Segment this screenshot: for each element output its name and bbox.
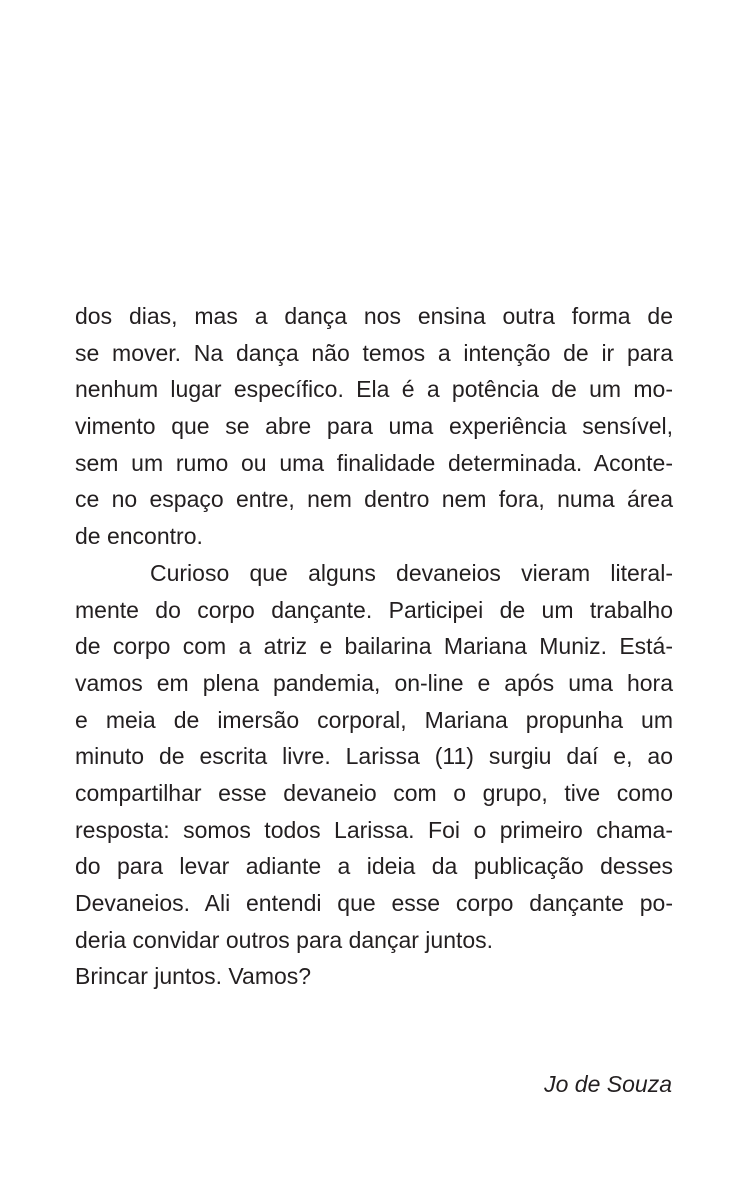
text-line: de corpo com a atriz e bailarina Mariana Muniz. Está- — [75, 633, 673, 660]
text-line: resposta: somos todos Larissa. Foi o primeiro chama- — [75, 816, 673, 843]
text-line: se mover. Na dança não temos a intenção de ir para — [75, 339, 673, 366]
text-line: mente do corpo dançante. Participei de um trabalho — [75, 596, 673, 623]
text-line: minuto de escrita livre. Larissa (11) surgiu daí e, ao — [75, 743, 673, 770]
text-line: e meia de imersão corporal, Mariana propunha um — [75, 706, 673, 733]
body-text — [75, 298, 673, 995]
text-line: dos dias, mas a dança nos ensina outra forma de — [75, 303, 673, 329]
text-line: do para levar adiante a ideia da publicação desses — [75, 853, 673, 880]
author-signature: Jo de Souza — [544, 1071, 672, 1097]
text-line: de encontro. — [75, 523, 203, 550]
text-line: Curioso que alguns devaneios vieram literal- — [150, 559, 673, 586]
text-line: sem um rumo ou uma finalidade determinada. Aconte- — [75, 449, 673, 476]
text-line: compartilhar esse devaneio com o grupo, tive como — [75, 779, 673, 806]
text-line: Brincar juntos. Vamos? — [75, 963, 312, 990]
text-line: deria convidar outros para dançar juntos. — [75, 926, 494, 953]
text-line: nenhum lugar específico. Ela é a potência de um mo- — [75, 376, 673, 403]
text-line: vimento que se abre para uma experiência sensível, — [75, 413, 673, 440]
text-line: ce no espaço entre, nem dentro nem fora, numa área — [75, 486, 673, 513]
text-line: vamos em plena pandemia, on-line e após uma hora — [75, 669, 673, 696]
text-line: Devaneios. Ali entendi que esse corpo dançante po- — [75, 890, 673, 916]
